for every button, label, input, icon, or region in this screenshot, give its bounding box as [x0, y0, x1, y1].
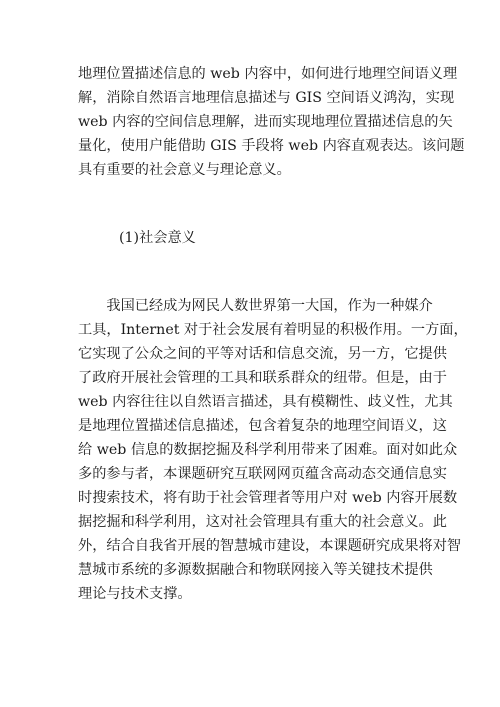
text-line: 是地理位置描述信息描述，包含着复杂的地理空间语义，这	[78, 418, 447, 434]
text-line: 时搜索技术，将有助于社会管理者等用户对 web 内容开展数	[78, 490, 458, 506]
text-line: 它实现了公众之间的平等对话和信息交流，另一方，它提供	[78, 346, 447, 362]
text-line: 工具，Internet 对于社会发展有着明显的积极作用。一方面，	[78, 322, 468, 338]
text-line: 我国已经成为网民人数世界第一大国，作为一种媒介	[78, 298, 433, 314]
text-line: 给 web 信息的数据挖掘及科学利用带来了困难。面对如此众	[78, 442, 458, 458]
text-line: 了政府开展社会管理的工具和联系群众的纽带。但是，由于	[78, 370, 447, 386]
text-line: 外，结合自我省开展的智慧城市建设，本课题研究成果将对智	[78, 538, 462, 554]
text-line: 具有重要的社会意义与理论意义。	[78, 162, 291, 178]
text-line: web 内容往往以自然语言描述，具有模糊性、歧义性，尤其	[78, 394, 453, 410]
text-line: 解，消除自然语言地理信息描述与 GIS 空间语义鸿沟，实现	[78, 90, 455, 106]
text-line: 慧城市系统的多源数据融合和物联网接入等关键技术提供	[78, 562, 433, 578]
text-line: 地理位置描述信息的 web 内容中，如何进行地理空间语义理	[78, 66, 458, 82]
text-line: 理论与技术支撑。	[78, 586, 192, 602]
text-line: 据挖掘和科学利用，这对社会管理具有重大的社会意义。此	[78, 514, 447, 530]
text-line: 多的参与者，本课题研究互联网网页蕴含高动态交通信息实	[78, 466, 447, 482]
section-heading: (1)社会意义	[119, 230, 196, 246]
text-line: 量化，使用户能借助 GIS 手段将 web 内容直观表达。该问题	[78, 138, 465, 154]
text-line: web 内容的空间信息理解，进而实现地理位置描述信息的矢	[78, 114, 453, 130]
